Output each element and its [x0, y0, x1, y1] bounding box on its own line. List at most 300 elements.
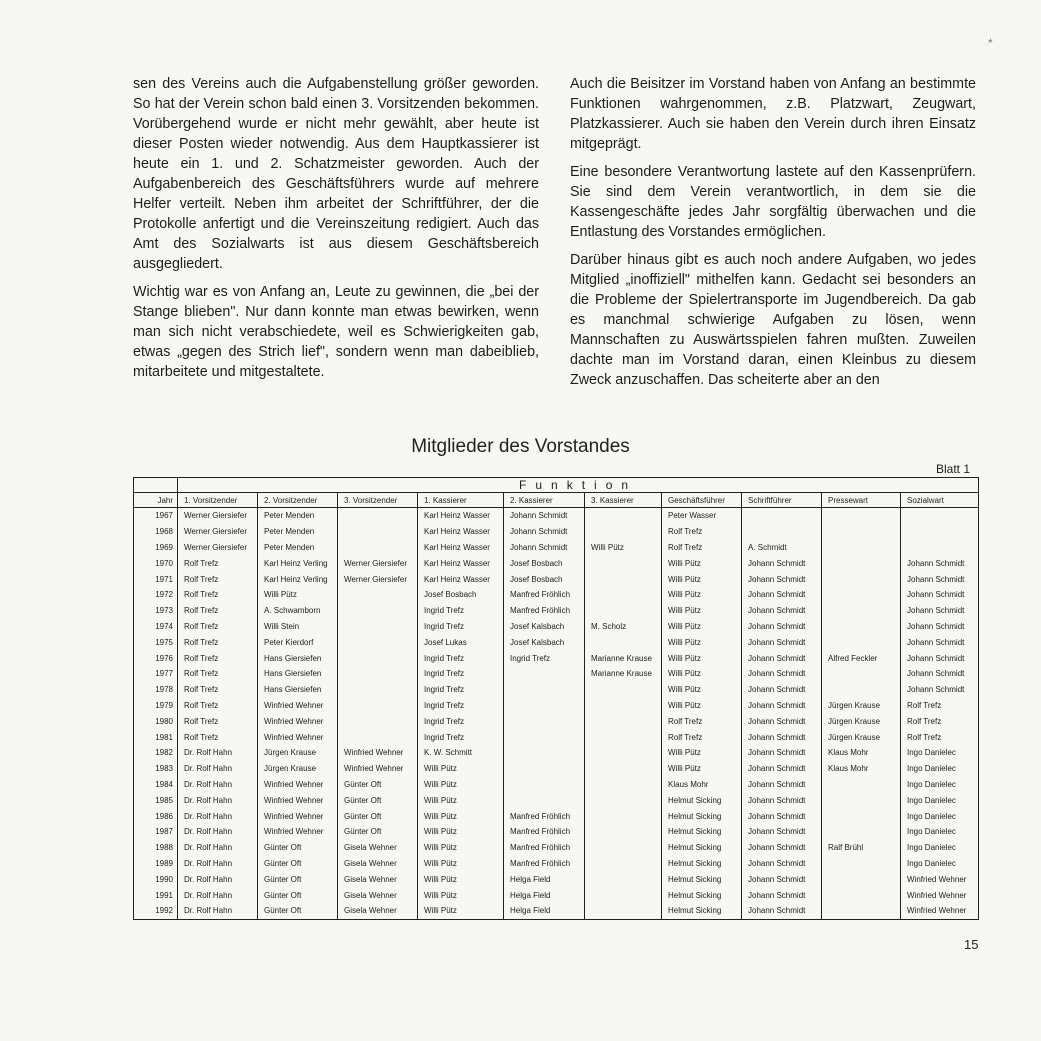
table-cell: Ingo Danielec — [901, 856, 979, 872]
table-cell: Johann Schmidt — [901, 603, 979, 619]
table-cell — [338, 650, 418, 666]
table-cell: Johann Schmidt — [742, 840, 822, 856]
table-cell: Klaus Mohr — [662, 777, 742, 793]
table-cell — [338, 540, 418, 556]
table-cell: Johann Schmidt — [742, 603, 822, 619]
table-row — [134, 856, 979, 872]
table-cell: Ingrid Trefz — [418, 713, 504, 729]
table-cell: Ingo Danielec — [901, 808, 979, 824]
table-cell — [585, 808, 662, 824]
table-cell — [504, 792, 585, 808]
table-cell: Dr. Rolf Hahn — [178, 887, 258, 903]
table-cell: Ingo Danielec — [901, 792, 979, 808]
table-cell: Ingrid Trefz — [418, 729, 504, 745]
table-cell: Karl Heinz Verling — [258, 555, 338, 571]
table-cell: Karl Heinz Verling — [258, 571, 338, 587]
left-text-column — [133, 74, 539, 390]
table-cell: Helmut Sicking — [662, 840, 742, 856]
table-cell: Winfried Wehner — [901, 887, 979, 903]
table-row — [134, 840, 979, 856]
table-row — [134, 777, 979, 793]
table-cell: Rolf Trefz — [178, 729, 258, 745]
table-cell: Winfried Wehner — [258, 729, 338, 745]
table-cell — [822, 871, 901, 887]
table-cell: Winfried Wehner — [901, 871, 979, 887]
table-cell: Günter Oft — [338, 808, 418, 824]
table-cell: Marianne Krause — [585, 650, 662, 666]
table-cell — [585, 571, 662, 587]
table-cell: Ingrid Trefz — [418, 666, 504, 682]
table-cell — [585, 555, 662, 571]
table-cell: Ralf Brühl — [822, 840, 901, 856]
table-cell: Günter Oft — [338, 777, 418, 793]
table-cell: Willi Pütz — [662, 698, 742, 714]
table-cell: Willi Pütz — [662, 555, 742, 571]
table-cell: Rolf Trefz — [901, 713, 979, 729]
table-cell: Johann Schmidt — [742, 587, 822, 603]
table-cell: Johann Schmidt — [504, 524, 585, 540]
table-title: Mitglieder des Vorstandes — [411, 436, 630, 457]
year-cell: 1975 — [134, 634, 178, 650]
year-cell: 1990 — [134, 871, 178, 887]
table-cell: Willi Pütz — [662, 650, 742, 666]
table-cell: Johann Schmidt — [742, 808, 822, 824]
table-cell: Rolf Trefz — [662, 524, 742, 540]
table-cell: Winfried Wehner — [258, 824, 338, 840]
table-cell: Peter Kierdorf — [258, 634, 338, 650]
table-row — [134, 761, 979, 777]
table-cell: Winfried Wehner — [258, 808, 338, 824]
table-cell — [585, 840, 662, 856]
table-cell: Peter Menden — [258, 524, 338, 540]
table-cell — [585, 682, 662, 698]
table-cell: Dr. Rolf Hahn — [178, 903, 258, 919]
table-cell: Johann Schmidt — [742, 777, 822, 793]
table-cell: Karl Heinz Wasser — [418, 524, 504, 540]
table-cell: Ingo Danielec — [901, 761, 979, 777]
table-cell: Rolf Trefz — [662, 729, 742, 745]
table-cell: Jürgen Krause — [258, 761, 338, 777]
table-cell — [585, 903, 662, 919]
table-cell: Jürgen Krause — [822, 729, 901, 745]
table-cell: Günter Oft — [258, 887, 338, 903]
table-cell — [585, 824, 662, 840]
table-cell: Ingrid Trefz — [418, 603, 504, 619]
table-cell: Helmut Sicking — [662, 903, 742, 919]
year-cell: 1985 — [134, 792, 178, 808]
table-cell: Dr. Rolf Hahn — [178, 792, 258, 808]
column-header: 1. Vorsitzender — [178, 493, 258, 508]
table-cell — [585, 792, 662, 808]
table-cell: Ingo Danielec — [901, 777, 979, 793]
table-cell — [585, 713, 662, 729]
table-row — [134, 713, 979, 729]
table-cell: Johann Schmidt — [504, 540, 585, 556]
year-cell: 1971 — [134, 571, 178, 587]
table-cell: Rolf Trefz — [178, 571, 258, 587]
table-cell: Günter Oft — [338, 824, 418, 840]
table-cell: A. Schmidt — [742, 540, 822, 556]
table-cell: Johann Schmidt — [742, 761, 822, 777]
table-cell — [822, 587, 901, 603]
year-cell: 1979 — [134, 698, 178, 714]
year-cell: 1973 — [134, 603, 178, 619]
table-cell: Hans Giersiefen — [258, 682, 338, 698]
table-cell: Josef Bosbach — [504, 555, 585, 571]
table-cell: Josef Kalsbach — [504, 634, 585, 650]
table-cell: Günter Oft — [338, 792, 418, 808]
table-cell — [822, 887, 901, 903]
table-cell — [585, 508, 662, 524]
table-cell: Josef Bosbach — [418, 587, 504, 603]
table-cell: Johann Schmidt — [901, 555, 979, 571]
year-cell: 1981 — [134, 729, 178, 745]
table-cell: Rolf Trefz — [662, 713, 742, 729]
table-row — [134, 745, 979, 761]
table-cell: Rolf Trefz — [178, 587, 258, 603]
table-cell — [585, 745, 662, 761]
column-header: 3. Kassierer — [585, 493, 662, 508]
table-cell: Willi Pütz — [258, 587, 338, 603]
table-cell: Johann Schmidt — [742, 698, 822, 714]
table-cell: Jürgen Krause — [822, 698, 901, 714]
table-cell — [822, 777, 901, 793]
table-cell: Rolf Trefz — [901, 698, 979, 714]
table-cell: Willi Pütz — [662, 745, 742, 761]
table-cell: Ingrid Trefz — [418, 698, 504, 714]
table-cell — [822, 856, 901, 872]
table-cell: Willi Stein — [258, 619, 338, 635]
table-cell — [822, 571, 901, 587]
year-cell: 1987 — [134, 824, 178, 840]
table-cell: Johann Schmidt — [742, 745, 822, 761]
table-cell: Willi Pütz — [418, 761, 504, 777]
table-cell — [504, 745, 585, 761]
table-cell: Helga Field — [504, 903, 585, 919]
table-row — [134, 650, 979, 666]
table-cell — [338, 698, 418, 714]
table-cell: Willi Pütz — [662, 571, 742, 587]
table-row — [134, 682, 979, 698]
table-cell: Winfried Wehner — [258, 777, 338, 793]
table-cell: Winfried Wehner — [338, 761, 418, 777]
table-cell: Willi Pütz — [418, 792, 504, 808]
table-cell: Johann Schmidt — [742, 824, 822, 840]
table-cell: Manfred Fröhlich — [504, 808, 585, 824]
table-cell: Johann Schmidt — [901, 682, 979, 698]
table-cell: Willi Pütz — [418, 808, 504, 824]
table-cell: Ingo Danielec — [901, 745, 979, 761]
table-cell: Manfred Fröhlich — [504, 587, 585, 603]
table-cell: Jürgen Krause — [258, 745, 338, 761]
table-cell: Johann Schmidt — [901, 634, 979, 650]
table-cell — [822, 619, 901, 635]
table-cell: Ingo Danielec — [901, 840, 979, 856]
table-row — [134, 666, 979, 682]
table-cell — [585, 603, 662, 619]
table-cell — [338, 508, 418, 524]
column-header: Jahr — [134, 493, 178, 508]
column-header: 3. Vorsitzender — [338, 493, 418, 508]
table-cell: Gisela Wehner — [338, 887, 418, 903]
table-cell: Willi Pütz — [662, 603, 742, 619]
table-cell — [822, 903, 901, 919]
table-cell: Johann Schmidt — [742, 856, 822, 872]
table-cell — [504, 713, 585, 729]
table-cell: Johann Schmidt — [504, 508, 585, 524]
table-cell — [822, 634, 901, 650]
table-cell: Werner Giersiefer — [338, 571, 418, 587]
table-cell: Dr. Rolf Hahn — [178, 840, 258, 856]
table-cell: Günter Oft — [258, 856, 338, 872]
table-cell: Günter Oft — [258, 840, 338, 856]
table-cell: Josef Lukas — [418, 634, 504, 650]
table-cell: Helmut Sicking — [662, 824, 742, 840]
table-cell: Winfried Wehner — [901, 903, 979, 919]
table-cell: K. W. Schmitt — [418, 745, 504, 761]
table-row — [134, 698, 979, 714]
table-cell: Helmut Sicking — [662, 856, 742, 872]
year-cell: 1974 — [134, 619, 178, 635]
paragraph: Eine besondere Verantwortung lastete auf den Kassenprüfern. Sie sind dem Verein verantwortlich, in dem sie die Kassengeschäfte jedes Jahr sorgfältig überwachen und die Entlastung des Vorstandes ermöglichen. — [570, 164, 976, 240]
table-cell — [585, 761, 662, 777]
table-cell: Manfred Fröhlich — [504, 603, 585, 619]
table-cell: Helmut Sicking — [662, 887, 742, 903]
year-cell: 1982 — [134, 745, 178, 761]
table-cell: Johann Schmidt — [742, 650, 822, 666]
year-cell: 1968 — [134, 524, 178, 540]
table-cell: Dr. Rolf Hahn — [178, 745, 258, 761]
year-cell: 1986 — [134, 808, 178, 824]
sheet-label: Blatt 1 — [935, 462, 970, 476]
table-row — [134, 587, 979, 603]
table-cell: Ingrid Trefz — [418, 650, 504, 666]
table-cell: Rolf Trefz — [178, 555, 258, 571]
paragraph: Wichtig war es von Anfang an, Leute zu gewinnen, die „bei der Stange blieben". Nur dann konnte man etwas bewirken, wenn man sich nicht verabschiedete, weil es Schwierigkeiten gab, etwas „gegen des Strich lief", sondern wenn man dabeiblieb, mitarbeitete und mitgestaltete. — [133, 284, 539, 380]
table-cell: Karl Heinz Wasser — [418, 571, 504, 587]
table-cell: Willi Pütz — [662, 619, 742, 635]
paragraph: Auch die Beisitzer im Vorstand haben von Anfang an bestimmte Funktionen wahrgenommen, z.B. Platzwart, Zeugwart, Platzkassierer. Auch sie haben den Verein durch ihren Einsatz mitgeprägt. — [570, 76, 976, 152]
table-cell: Josef Bosbach — [504, 571, 585, 587]
table-cell — [504, 666, 585, 682]
table-cell: Jürgen Krause — [822, 713, 901, 729]
table-cell: Rolf Trefz — [178, 603, 258, 619]
table-cell: Johann Schmidt — [742, 713, 822, 729]
table-cell: Günter Oft — [258, 871, 338, 887]
table-cell: Willi Pütz — [418, 903, 504, 919]
table-cell — [822, 824, 901, 840]
table-cell: Manfred Fröhlich — [504, 824, 585, 840]
table-cell — [504, 761, 585, 777]
table-cell — [504, 777, 585, 793]
table-cell — [822, 666, 901, 682]
function-group-header: Funktion — [178, 478, 979, 493]
table-cell: M. Scholz — [585, 619, 662, 635]
column-header: 1. Kassierer — [418, 493, 504, 508]
table-cell: Dr. Rolf Hahn — [178, 856, 258, 872]
year-cell: 1978 — [134, 682, 178, 698]
table-cell: Johann Schmidt — [742, 571, 822, 587]
table-cell — [585, 887, 662, 903]
table-cell: Ingrid Trefz — [504, 650, 585, 666]
page-number: 15 — [964, 937, 979, 952]
table-cell: Johann Schmidt — [901, 619, 979, 635]
table-cell: Karl Heinz Wasser — [418, 508, 504, 524]
table-row — [134, 824, 979, 840]
table-cell — [822, 540, 901, 556]
table-cell — [585, 777, 662, 793]
table-cell — [901, 524, 979, 540]
table-cell: Johann Schmidt — [742, 555, 822, 571]
table-cell — [338, 634, 418, 650]
table-cell: Johann Schmidt — [742, 903, 822, 919]
table-cell: Dr. Rolf Hahn — [178, 824, 258, 840]
table-cell: Helmut Sicking — [662, 808, 742, 824]
table-cell: Willi Pütz — [418, 824, 504, 840]
table-cell — [742, 524, 822, 540]
table-cell: Willi Pütz — [418, 777, 504, 793]
table-cell — [822, 508, 901, 524]
table-cell — [585, 871, 662, 887]
table-row — [134, 571, 979, 587]
table-cell: Winfried Wehner — [258, 698, 338, 714]
table-cell: Helga Field — [504, 887, 585, 903]
table-cell: Rolf Trefz — [178, 666, 258, 682]
paragraph: Darüber hinaus gibt es auch noch andere Aufgaben, wo jedes Mitglied „inoffiziell" mithelfen kann. Gedacht sei besonders an die Probleme der Spielertransporte im Jugendbereich. Da gab es manchmal schwierige Aufgaben zu lösen, wenn Mannschaften zu Auswärtsspielen fahren mußten. Zuweilen dachte man im Vorstand daran, einen Kleinbus zu diesem Zweck anzuschaffen. Das scheiterte aber an den — [570, 252, 976, 388]
table-cell: Peter Menden — [258, 508, 338, 524]
table-cell — [822, 792, 901, 808]
table-row — [134, 619, 979, 635]
table-cell — [504, 698, 585, 714]
table-cell: Gisela Wehner — [338, 856, 418, 872]
table-row — [134, 729, 979, 745]
table-cell: Hans Giersiefen — [258, 666, 338, 682]
table-cell: Hans Giersiefen — [258, 650, 338, 666]
table-cell — [338, 682, 418, 698]
year-cell: 1992 — [134, 903, 178, 919]
year-cell: 1970 — [134, 555, 178, 571]
table-cell: Karl Heinz Wasser — [418, 540, 504, 556]
table-cell: Johann Schmidt — [742, 682, 822, 698]
year-cell: 1989 — [134, 856, 178, 872]
table-cell: Ingo Danielec — [901, 824, 979, 840]
table-cell: Johann Schmidt — [742, 634, 822, 650]
table-cell — [585, 634, 662, 650]
table-cell: Johann Schmidt — [742, 887, 822, 903]
table-cell — [742, 508, 822, 524]
table-cell: Peter Wasser — [662, 508, 742, 524]
table-cell: Alfred Feckler — [822, 650, 901, 666]
table-cell: Willi Pütz — [662, 587, 742, 603]
right-text-column — [570, 74, 976, 398]
table-cell — [585, 729, 662, 745]
table-cell: Willi Pütz — [418, 856, 504, 872]
table-cell: Rolf Trefz — [178, 634, 258, 650]
table-cell: Willi Pütz — [662, 682, 742, 698]
table-cell — [338, 713, 418, 729]
table-cell: Werner Giersiefer — [178, 524, 258, 540]
table-cell: Marianne Krause — [585, 666, 662, 682]
table-cell: Dr. Rolf Hahn — [178, 808, 258, 824]
table-cell — [338, 666, 418, 682]
corner-mark: * — [988, 36, 993, 50]
table-cell: Johann Schmidt — [742, 871, 822, 887]
table-cell: Werner Giersiefer — [178, 508, 258, 524]
table-cell: Johann Schmidt — [901, 666, 979, 682]
column-header: Pressewart — [822, 493, 901, 508]
table-cell: Johann Schmidt — [742, 666, 822, 682]
column-header: 2. Kassierer — [504, 493, 585, 508]
table-row — [134, 792, 979, 808]
table-cell — [822, 603, 901, 619]
table-cell: Rolf Trefz — [178, 713, 258, 729]
table-cell: Willi Pütz — [418, 840, 504, 856]
table-cell: Johann Schmidt — [742, 619, 822, 635]
table-row — [134, 808, 979, 824]
table-row — [134, 634, 979, 650]
table-cell: Werner Giersiefer — [178, 540, 258, 556]
table-row — [134, 871, 979, 887]
table-cell — [585, 698, 662, 714]
table-cell: Josef Kalsbach — [504, 619, 585, 635]
table-cell: Willi Pütz — [418, 871, 504, 887]
table-cell: Klaus Mohr — [822, 745, 901, 761]
table-cell: Rolf Trefz — [662, 540, 742, 556]
table-cell: Günter Oft — [258, 903, 338, 919]
year-cell: 1967 — [134, 508, 178, 524]
year-cell: 1988 — [134, 840, 178, 856]
column-header: Sozialwart — [901, 493, 979, 508]
table-cell: Rolf Trefz — [901, 729, 979, 745]
year-cell: 1991 — [134, 887, 178, 903]
table-cell: Winfried Wehner — [258, 792, 338, 808]
year-cell: 1969 — [134, 540, 178, 556]
table-cell: Manfred Fröhlich — [504, 856, 585, 872]
table-corner-cell — [134, 478, 178, 493]
table-cell: Johann Schmidt — [901, 571, 979, 587]
table-cell: Johann Schmidt — [742, 792, 822, 808]
column-header: Geschäftsführer — [662, 493, 742, 508]
table-cell — [822, 808, 901, 824]
table-cell — [338, 603, 418, 619]
table-cell: Willi Pütz — [418, 887, 504, 903]
table-cell: Ingrid Trefz — [418, 682, 504, 698]
table-cell: Willi Pütz — [662, 666, 742, 682]
table-cell: Johann Schmidt — [901, 650, 979, 666]
table-row — [134, 887, 979, 903]
table-cell: Gisela Wehner — [338, 903, 418, 919]
table-cell: Rolf Trefz — [178, 650, 258, 666]
table-cell — [822, 682, 901, 698]
year-cell: 1976 — [134, 650, 178, 666]
table-row — [134, 508, 979, 524]
table-cell — [585, 856, 662, 872]
table-cell — [822, 555, 901, 571]
table-cell: Gisela Wehner — [338, 871, 418, 887]
table-cell — [822, 524, 901, 540]
table-cell — [338, 619, 418, 635]
table-cell — [901, 508, 979, 524]
table-cell: Ingrid Trefz — [418, 619, 504, 635]
year-cell: 1977 — [134, 666, 178, 682]
table-cell: Werner Giersiefer — [338, 555, 418, 571]
table-row — [134, 540, 979, 556]
table-cell — [504, 729, 585, 745]
table-cell: Klaus Mohr — [822, 761, 901, 777]
table-cell — [585, 587, 662, 603]
table-cell — [338, 524, 418, 540]
table-row — [134, 603, 979, 619]
